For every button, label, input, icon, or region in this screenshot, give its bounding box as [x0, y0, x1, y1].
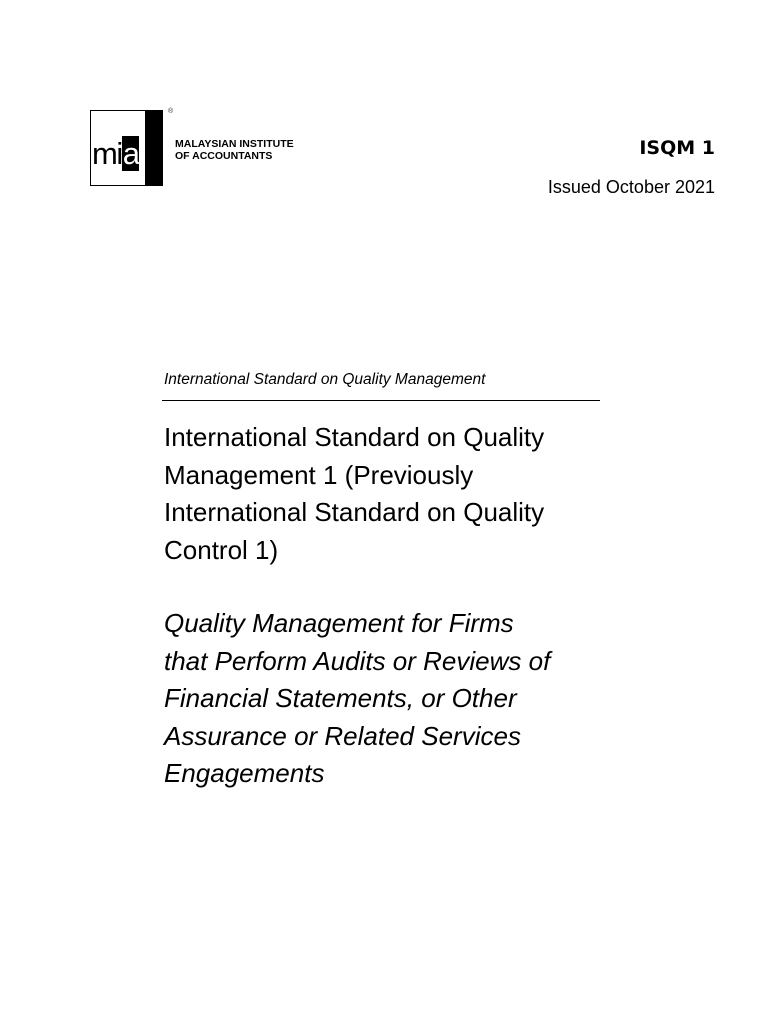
- title-line: Management 1 (Previously: [164, 459, 474, 490]
- issued-date: Issued October 2021: [547, 177, 715, 197]
- series-label: International Standard on Quality Management: [164, 371, 486, 388]
- subtitle-line: that Perform Audits or Reviews of: [164, 645, 551, 676]
- logo-mark-letter-a: a: [122, 136, 139, 171]
- registered-mark: ®: [168, 108, 174, 115]
- document-title: [164, 419, 624, 569]
- title-line: Control 1): [164, 534, 279, 565]
- logo-mark-bar: [145, 111, 162, 185]
- subtitle-line: Quality Management for Firms: [164, 608, 514, 638]
- document-subtitle: [164, 605, 634, 793]
- organization-name-line-1: MALAYSIAN INSTITUTE: [175, 138, 294, 150]
- organization-name: [175, 138, 294, 162]
- divider-rule: [162, 400, 600, 401]
- mia-logo: [90, 108, 294, 188]
- subtitle-line: Assurance or Related Services: [164, 720, 521, 751]
- subtitle-line: Engagements: [164, 758, 325, 788]
- mia-logo-mark: [90, 110, 163, 186]
- document-code: ISQM 1: [639, 137, 715, 159]
- title-line: International Standard on Quality: [164, 497, 545, 527]
- title-line: International Standard on Quality: [164, 422, 545, 452]
- organization-name-line-2: OF ACCOUNTANTS: [175, 150, 273, 162]
- logo-mark-letters: mi: [92, 136, 122, 171]
- logo-mark-text: [92, 138, 139, 169]
- subtitle-line: Financial Statements, or Other: [164, 683, 517, 713]
